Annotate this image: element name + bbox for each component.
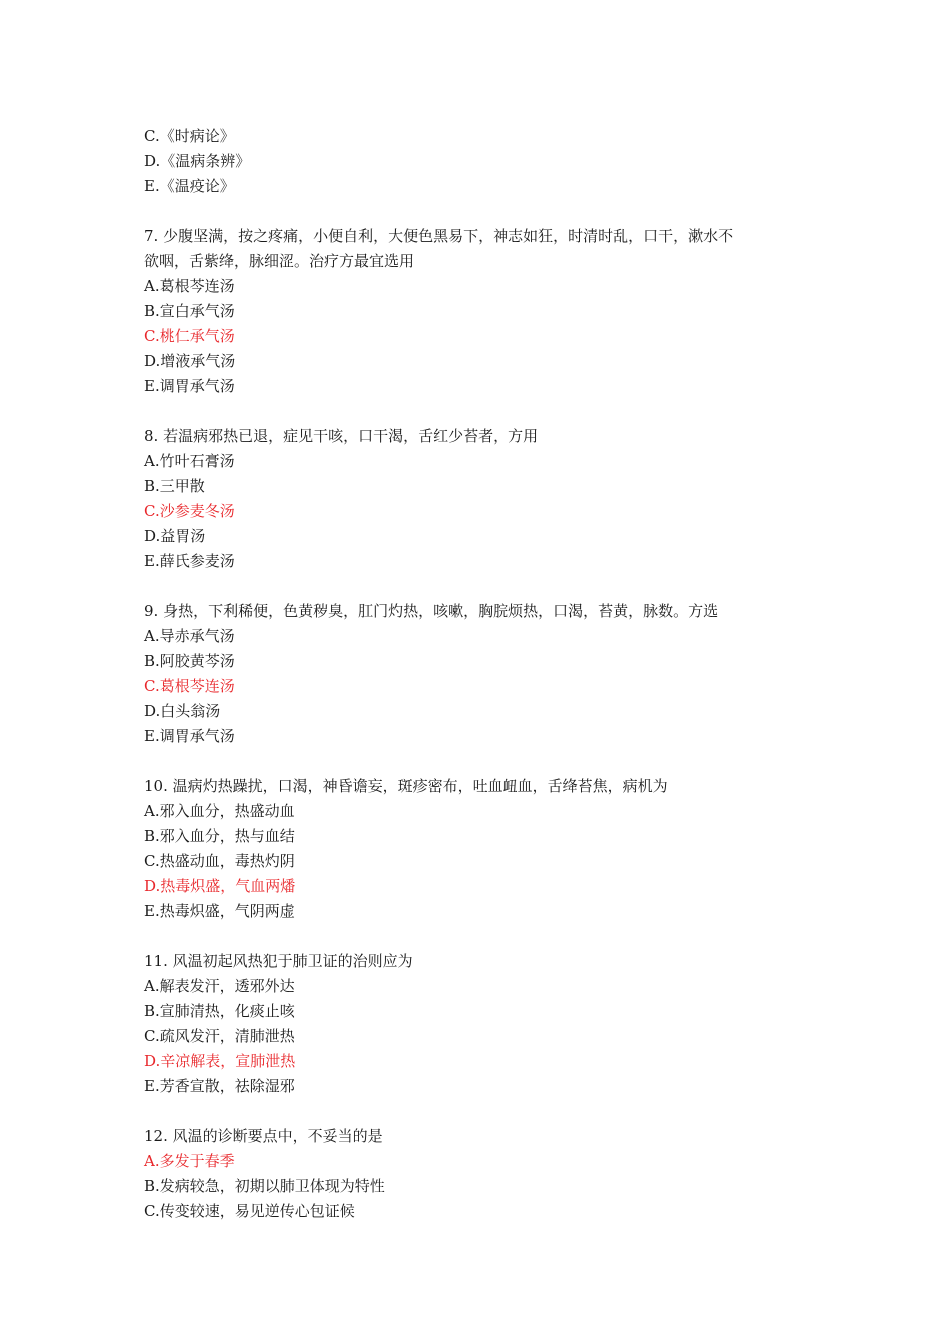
option-b: B.宣白承气汤 <box>144 302 235 320</box>
option-d: D.白头翁汤 <box>144 702 221 720</box>
option-c-correct: C.桃仁承气汤 <box>144 327 235 345</box>
option-e: E.芳香宣散，祛除湿邪 <box>144 1077 295 1095</box>
option-c: C.疏风发汗，清肺泄热 <box>144 1027 295 1045</box>
option-c-correct: C.葛根芩连汤 <box>144 677 235 695</box>
question-12 <box>144 1124 824 1224</box>
option-b: B.邪入血分，热与血结 <box>144 827 295 845</box>
question-11 <box>144 949 824 1099</box>
option-a: A.邪入血分，热盛动血 <box>144 802 295 820</box>
question-stem: 7. 少腹坚满，按之疼痛，小便自利，大便色黑易下，神志如狂，时清时乱，口干，漱水不 <box>144 227 734 245</box>
option-d: D.增液承气汤 <box>144 352 236 370</box>
option-a: A.导赤承气汤 <box>144 627 235 645</box>
option-d-correct: D.热毒炽盛，气血两燔 <box>144 877 296 895</box>
option-c: C.《时病论》 <box>144 127 235 145</box>
question-8 <box>144 424 824 574</box>
question-stem-continued: 欲咽，舌紫绛，脉细涩。治疗方最宜选用 <box>144 252 415 270</box>
question-7 <box>144 224 824 399</box>
option-c-correct: C.沙参麦冬汤 <box>144 502 235 520</box>
option-d: D.《温病条辨》 <box>144 152 251 170</box>
option-a: A.竹叶石膏汤 <box>144 452 235 470</box>
question-6-options <box>144 124 824 199</box>
option-e: E.《温疫论》 <box>144 177 235 195</box>
option-a-correct: A.多发于春季 <box>144 1152 235 1170</box>
question-stem: 12. 风温的诊断要点中，不妥当的是 <box>144 1127 383 1145</box>
option-b: B.发病较急，初期以肺卫体现为特性 <box>144 1177 385 1195</box>
option-b: B.三甲散 <box>144 477 205 495</box>
option-c: C.热盛动血，毒热灼阴 <box>144 852 295 870</box>
option-e: E.薛氏参麦汤 <box>144 552 235 570</box>
question-stem: 8. 若温病邪热已退，症见干咳，口干渴，舌红少苔者，方用 <box>144 427 539 445</box>
option-b: B.宣肺清热，化痰止咳 <box>144 1002 295 1020</box>
option-d: D.益胃汤 <box>144 527 206 545</box>
option-e: E.调胃承气汤 <box>144 377 235 395</box>
question-stem: 10. 温病灼热躁扰，口渴，神昏谵妄，斑疹密布，吐血衄血，舌绛苔焦，病机为 <box>144 777 668 795</box>
option-b: B.阿胶黄芩汤 <box>144 652 235 670</box>
document-page <box>144 124 824 1224</box>
question-stem: 11. 风温初起风热犯于肺卫证的治则应为 <box>144 952 413 970</box>
question-10 <box>144 774 824 924</box>
question-9 <box>144 599 824 749</box>
option-e: E.调胃承气汤 <box>144 727 235 745</box>
option-c: C.传变较速，易见逆传心包证候 <box>144 1202 355 1220</box>
option-a: A.葛根芩连汤 <box>144 277 235 295</box>
option-a: A.解表发汗，透邪外达 <box>144 977 295 995</box>
question-stem: 9. 身热，下利稀便，色黄秽臭，肛门灼热，咳嗽，胸脘烦热，口渴，苔黄，脉数。方选 <box>144 602 719 620</box>
option-e: E.热毒炽盛，气阴两虚 <box>144 902 295 920</box>
option-d-correct: D.辛凉解表，宣肺泄热 <box>144 1052 296 1070</box>
